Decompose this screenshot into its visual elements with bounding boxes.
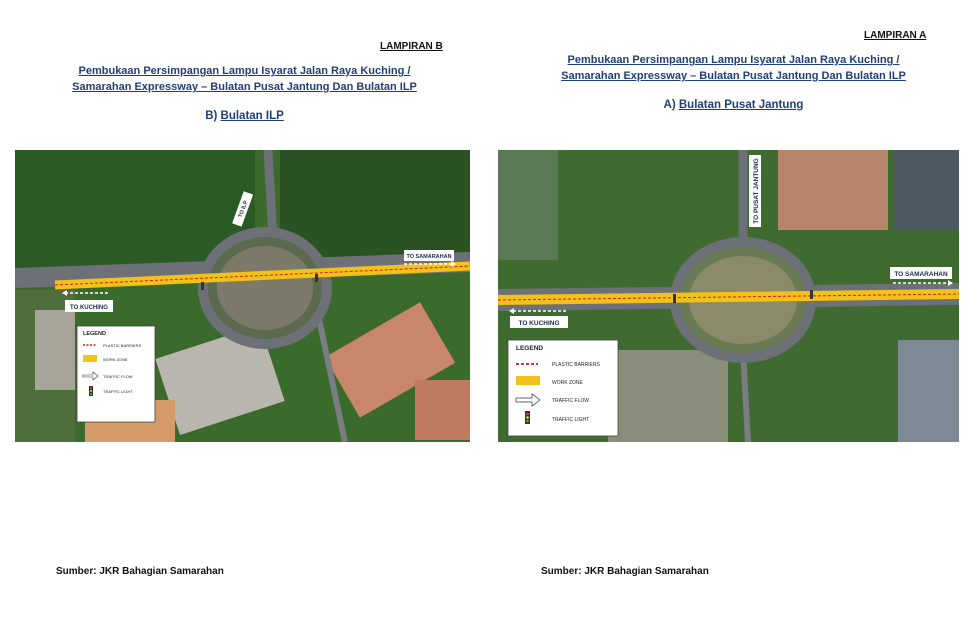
work-zone-icon	[83, 355, 97, 362]
traffic-light-icon	[315, 274, 318, 282]
legend-title: LEGEND	[516, 345, 544, 352]
legend-title: LEGEND	[83, 331, 106, 337]
page-title	[489, 52, 978, 84]
built-area-northeast	[893, 150, 959, 230]
legend-item-label: TRAFFIC LIGHT	[552, 417, 590, 423]
roundabout-island	[217, 246, 313, 330]
subtitle-prefix: B)	[205, 110, 218, 122]
cleared-land	[778, 150, 888, 230]
subtitle-prefix: A)	[663, 99, 676, 111]
panel-lampiran-a	[489, 0, 978, 628]
svg-text:TO SAMARAHAN: TO SAMARAHAN	[894, 271, 948, 278]
terrain-south	[608, 350, 728, 442]
traffic-light-icon	[201, 282, 204, 290]
title-line-2: Samarahan Expressway – Bulatan Pusat Jantung Dan Bulatan ILP	[72, 81, 417, 93]
subtitle-text: Bulatan ILP	[220, 110, 284, 122]
page-title	[0, 63, 489, 95]
svg-text:TO SAMARAHAN: TO SAMARAHAN	[406, 254, 452, 260]
industrial-area-southeast	[898, 340, 959, 442]
north-road	[268, 150, 273, 240]
title-line-1: Pembukaan Persimpangan Lampu Isyarat Jalan Raya Kuching /	[567, 54, 900, 66]
legend-item-label: WORK ZONE	[552, 380, 583, 386]
legend-item-label: PLASTIC BARRIERS	[552, 362, 600, 368]
terrain-northwest	[498, 150, 558, 260]
label-to-pusat-jantung	[749, 155, 761, 227]
legend-item-label: TRAFFIC FLOW	[103, 374, 133, 379]
title-line-1: Pembukaan Persimpangan Lampu Isyarat Jalan Raya Kuching /	[78, 65, 411, 77]
section-subtitle	[0, 110, 489, 122]
map-image-ilp	[15, 150, 470, 442]
svg-text:TO KUCHING: TO KUCHING	[70, 305, 108, 311]
subtitle-text: Bulatan Pusat Jantung	[678, 99, 804, 111]
traffic-light-icon	[673, 294, 676, 303]
legend-item-label: PLASTIC BARRIERS	[103, 343, 142, 348]
legend-item-label: TRAFFIC FLOW	[552, 398, 589, 404]
work-zone-icon	[516, 376, 540, 385]
svg-text:TO PUSAT JANTUNG: TO PUSAT JANTUNG	[753, 158, 760, 224]
map-legend	[77, 326, 155, 422]
lampiran-label: LAMPIRAN A	[864, 30, 927, 41]
svg-text:TO ILP: TO ILP	[237, 199, 250, 219]
lampiran-label: LAMPIRAN B	[380, 41, 443, 52]
map-image-pusat-jantung	[498, 150, 959, 442]
svg-text:TO KUCHING: TO KUCHING	[518, 320, 560, 327]
map-legend	[508, 340, 618, 436]
source-note: Sumber: JKR Bahagian Samarahan	[56, 566, 224, 577]
section-subtitle	[489, 99, 978, 111]
legend-item-label: TRAFFIC LIGHT	[103, 389, 133, 394]
traffic-light-icon	[810, 290, 813, 299]
source-note: Sumber: JKR Bahagian Samarahan	[541, 566, 709, 577]
legend-item-label: WORK ZONE	[103, 357, 128, 362]
title-line-2: Samarahan Expressway – Bulatan Pusat Jantung Dan Bulatan ILP	[561, 70, 906, 82]
